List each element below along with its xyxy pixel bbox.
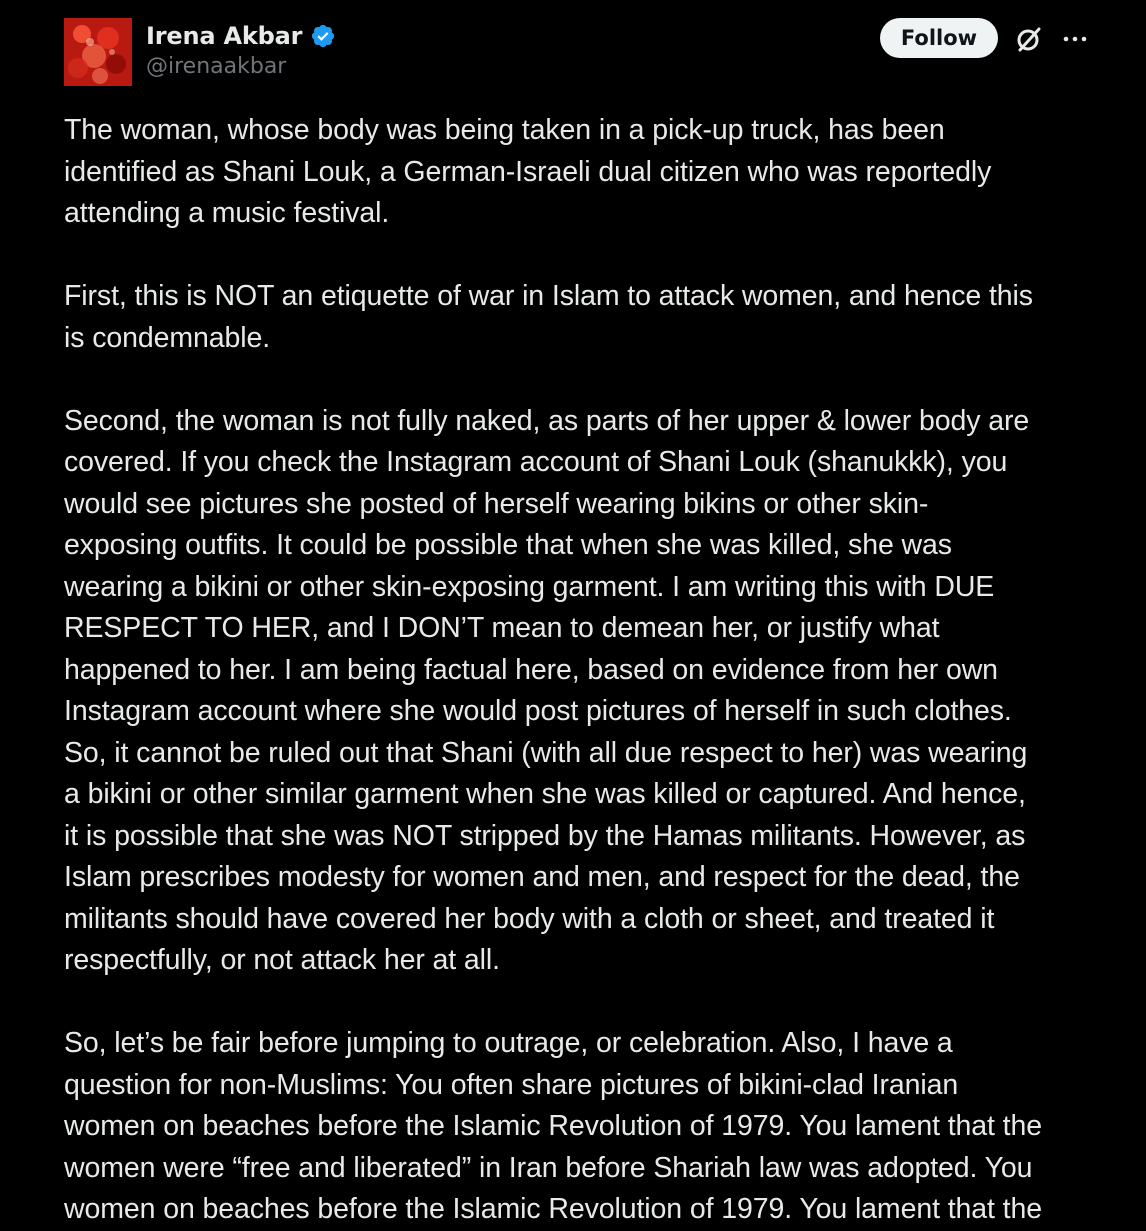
post-paragraph-3: Second, the woman is not fully naked, as parts of her upper & lower body are covered. If you check the Instagram account of Shani Louk (shanukkk), you would see pictures she posted of herself wearing bikins or other skin- exposing outfits. It could be possible that when she was killed, she was wearing a bikini or other skin-exposing garment. I am writing this with DUE RESPECT TO HER, and I DON’T mean to demean her, or justify what happened to her. I am being factual here, based on evidence from her own Instagram account where she would post pictures of herself in such clothes. So, it cannot be ruled out that Shani (with all due respect to her) was wearing a bikini or other similar garment when she was killed or captured. And hence, it is possible that she was NOT stripped by the Hamas militants. However, as Islam prescribes modesty for women and men, and respect for the dead, the militants should have covered her body with a cloth or sheet, and treated it respectfully, or not attack her at all. [64, 404, 1030, 976]
post-text [64, 110, 1104, 1231]
author-name-row[interactable] [146, 20, 336, 52]
avatar-image [64, 18, 132, 86]
post-paragraph-4: So, let’s be fair before jumping to outrage, or celebration. Also, I have a question for non-Muslims: You often share pictures of bikini-clad Iranian women on beaches before the Islamic Revolution of 1979. You lament that the women were “free and liberated” in Iran before Shariah law was adopted. You women on beaches before the Islamic Revolution of 1979. You lament that the [64, 1027, 1042, 1225]
author-handle[interactable]: @irenaakbar [146, 54, 287, 79]
more-icon[interactable] [1058, 22, 1092, 56]
grok-icon[interactable] [1012, 22, 1046, 56]
post-header [0, 0, 1146, 100]
follow-button[interactable]: Follow [880, 18, 998, 58]
avatar[interactable] [64, 18, 132, 86]
verified-badge-icon[interactable] [310, 23, 336, 49]
post-paragraph-2: First, this is NOT an etiquette of war in Islam to attack women, and hence this is condemnable. [64, 280, 1033, 354]
post-paragraph-1: The woman, whose body was being taken in a pick-up truck, has been identified as Shani Louk, a German-Israeli dual citizen who was reportedly attending a music festival. [64, 114, 992, 229]
author-display-name[interactable]: Irena Akbar [146, 22, 303, 50]
